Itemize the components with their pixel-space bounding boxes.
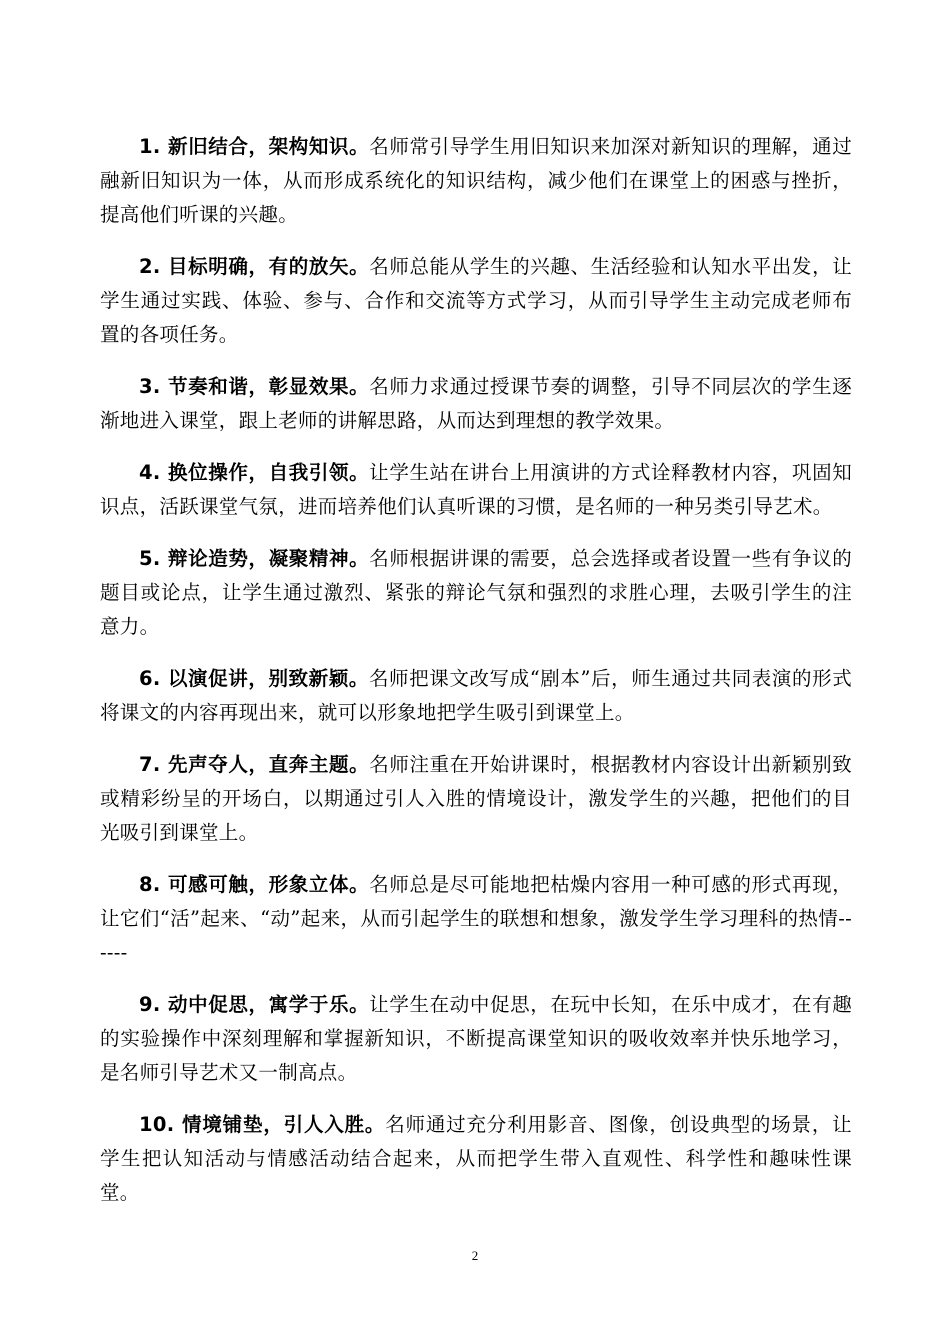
paragraph-text: 名师常引导学生用旧知识来加深对新知识的理解，通过融新旧知识为一体，从而形成系统化的知识结构，减少他们在课堂上的困惑与挫折，提高他们听课的兴趣。 bbox=[100, 135, 852, 226]
paragraph-8 bbox=[100, 868, 852, 970]
paragraph-1 bbox=[100, 130, 852, 232]
paragraph-text: 名师力求通过授课节奏的调整，引导不同层次的学生逐渐地进入课堂，跟上老师的讲解思路，从而达到理想的教学效果。 bbox=[100, 375, 852, 432]
paragraph-4 bbox=[100, 456, 852, 524]
paragraph-heading: 8. 可感可触，形象立体。 bbox=[139, 873, 370, 896]
paragraph-9 bbox=[100, 988, 852, 1090]
paragraph-text: 名师把课文改写成“剧本”后，师生通过共同表演的形式将课文的内容再现出来，就可以形象地把学生吸引到课堂上。 bbox=[100, 667, 852, 724]
page-number: 2 bbox=[471, 1248, 479, 1263]
paragraph-3 bbox=[100, 370, 852, 438]
paragraph-text: 名师注重在开始讲课时，根据教材内容设计出新颖别致或精彩纷呈的开场白，以期通过引人入胜的情境设计，激发学生的兴趣，把他们的目光吸引到课堂上。 bbox=[100, 753, 852, 844]
paragraph-7 bbox=[100, 748, 852, 850]
paragraph-heading: 10. 情境铺垫，引人入胜。 bbox=[139, 1113, 386, 1136]
paragraph-heading: 2. 目标明确，有的放矢。 bbox=[139, 255, 370, 278]
paragraph-10 bbox=[100, 1108, 852, 1210]
paragraph-heading: 3. 节奏和谐，彰显效果。 bbox=[139, 375, 370, 398]
paragraph-heading: 5. 辩论造势，凝聚精神。 bbox=[139, 547, 370, 570]
paragraph-text: 名师总是尽可能地把枯燥内容用一种可感的形式再现，让它们“活”起来、“动”起来，从而引起学生的联想和想象，激发学生学习理科的热情------ bbox=[100, 873, 852, 964]
paragraph-6 bbox=[100, 662, 852, 730]
paragraph-text: 名师通过充分利用影音、图像，创设典型的场景，让学生把认知活动与情感活动结合起来，从而把学生带入直观性、科学性和趣味性课堂。 bbox=[100, 1113, 852, 1204]
paragraph-heading: 7. 先声夺人，直奔主题。 bbox=[139, 753, 370, 776]
paragraph-heading: 9. 动中促思，寓学于乐。 bbox=[139, 993, 370, 1016]
paragraph-text: 让学生站在讲台上用演讲的方式诠释教材内容，巩固知识点，活跃课堂气氛，进而培养他们认真听课的习惯，是名师的一种另类引导艺术。 bbox=[100, 461, 852, 518]
paragraph-heading: 1. 新旧结合，架构知识。 bbox=[139, 135, 370, 158]
paragraph-2 bbox=[100, 250, 852, 352]
document-body bbox=[100, 130, 852, 1228]
paragraph-heading: 6. 以演促讲，别致新颖。 bbox=[139, 667, 369, 690]
paragraph-text: 名师总能从学生的兴趣、生活经验和认知水平出发，让学生通过实践、体验、参与、合作和交流等方式学习，从而引导学生主动完成老师布置的各项任务。 bbox=[100, 255, 852, 346]
paragraph-heading: 4. 换位操作，自我引领。 bbox=[139, 461, 370, 484]
paragraph-5 bbox=[100, 542, 852, 644]
paragraph-text: 让学生在动中促思，在玩中长知，在乐中成才，在有趣的实验操作中深刻理解和掌握新知识，不断提高课堂知识的吸收效率并快乐地学习，是名师引导艺术又一制高点。 bbox=[100, 993, 852, 1084]
paragraph-text: 名师根据讲课的需要，总会选择或者设置一些有争议的题目或论点，让学生通过激烈、紧张的辩论气氛和强烈的求胜心理，去吸引学生的注意力。 bbox=[100, 547, 852, 638]
